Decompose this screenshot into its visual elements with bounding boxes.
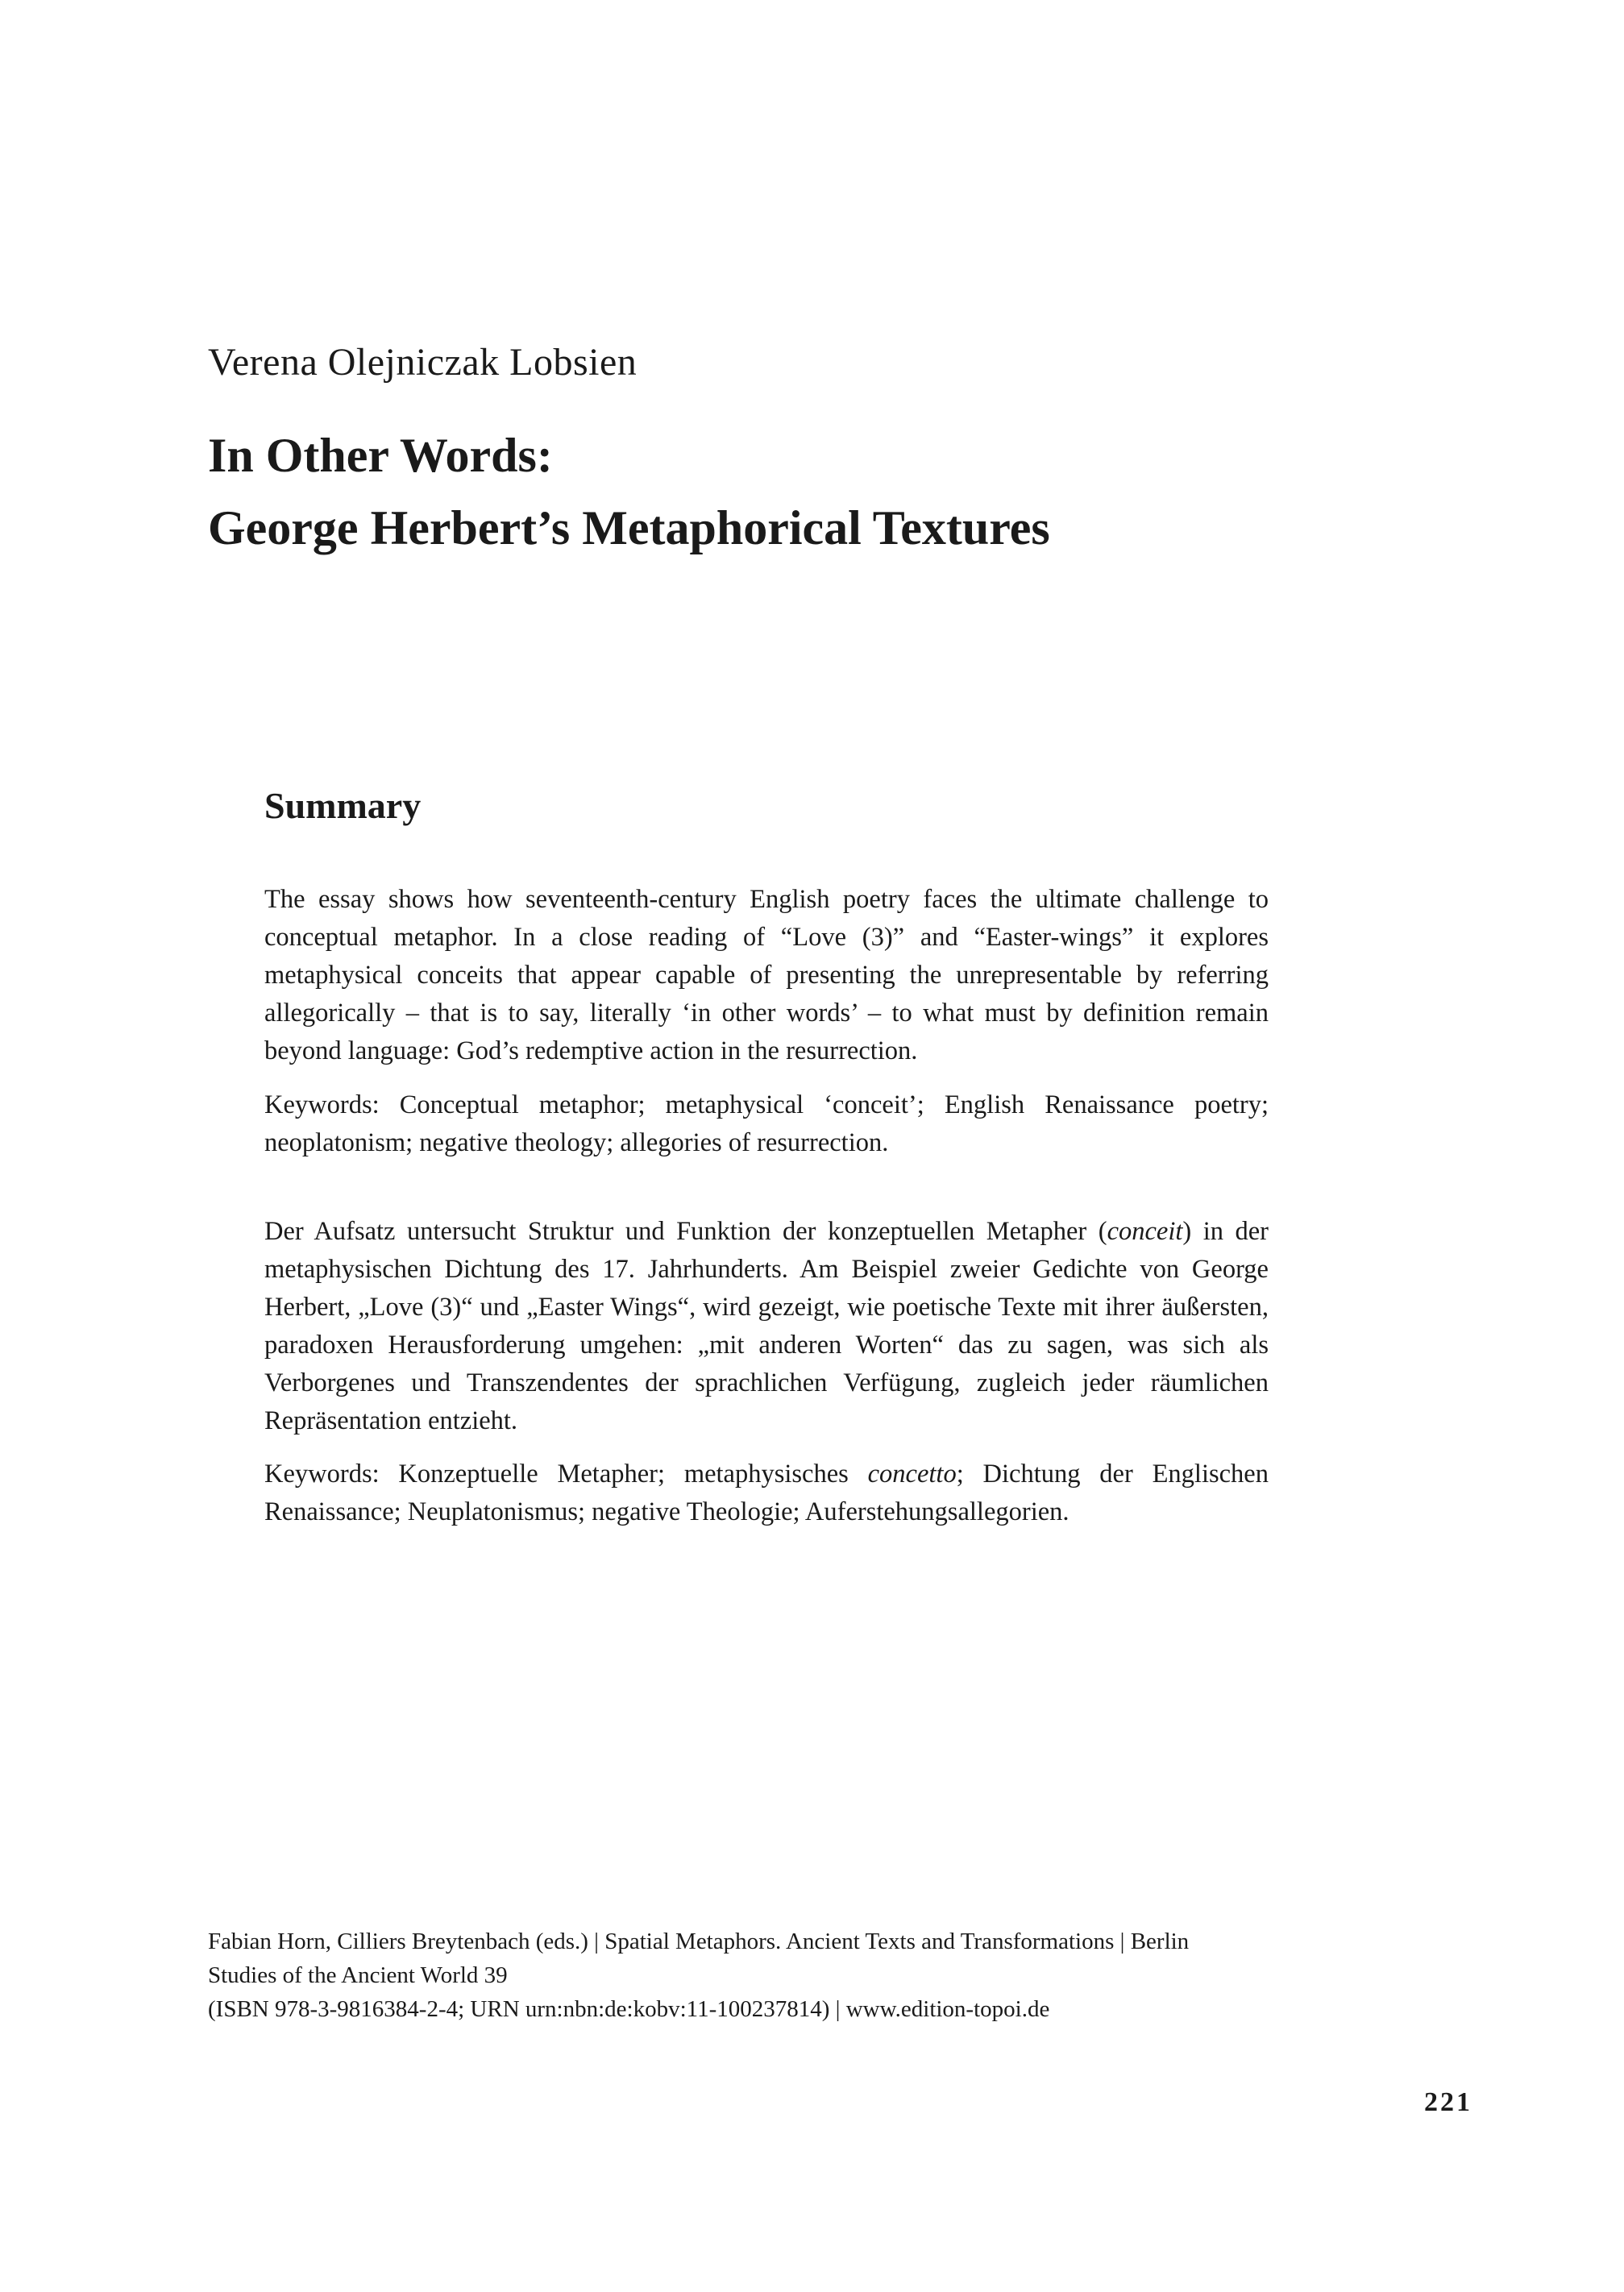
footer-line-3: (ISBN 978-3-9816384-2-4; URN urn:nbn:de:kobv:11-100237814) | www.edition-topoi.de (208, 1996, 1050, 2022)
title-line-1: In Other Words: (208, 429, 553, 482)
german-summary-part-1: Der Aufsatz untersucht Struktur und Funktion der konzeptuellen Metapher ( (264, 1217, 1107, 1246)
german-summary-italic-term: conceit (1107, 1217, 1183, 1246)
german-summary (264, 1213, 1269, 1440)
german-keywords-italic-term: concetto (867, 1459, 957, 1489)
page-number: 221 (1424, 2087, 1472, 2117)
footer-line-1: Fabian Horn, Cilliers Breytenbach (eds.) | Spatial Metaphors. Ancient Texts and Transformations | Berlin (208, 1929, 1190, 1954)
german-keywords-part-2: ; Dichtung der Englischen Renaissance; Neuplatonismus; negative Theologie; Auferstehungsallegorien. (264, 1459, 1269, 1526)
english-keywords: Keywords: Conceptual metaphor; metaphysical ‘conceit’; English Renaissance poetry; neoplatonism; negative theology; allegories of resurrection. (264, 1090, 1269, 1157)
author-name: Verena Olejniczak Lobsien (208, 341, 638, 384)
footer-line-2: Studies of the Ancient World 39 (208, 1962, 508, 1988)
english-summary: The essay shows how seventeenth-century English poetry faces the ultimate challenge to conceptual metaphor. In a close reading of “Love (3)” and “Easter-wings” it explores metaphysical conceits that appear capable of presenting the unrepresentable by referring allegorically – that is to say, literally ‘in other words’ – to what must by definition remain beyond language: God’s redemptive action in the resurrection. (264, 885, 1269, 1065)
summary-heading: Summary (264, 785, 422, 826)
article-title (208, 419, 1050, 564)
german-keywords-part-1: Keywords: Konzeptuelle Metapher; metaphysisches (264, 1459, 868, 1489)
title-line-2: George Herbert’s Metaphorical Textures (208, 501, 1050, 554)
german-summary-part-2: ) in der metaphysischen Dichtung des 17. Jahrhunderts. Am Beispiel zweier Gedichte von George Herbert, „Love (3)“ und „Easter Wings“, wird gezeigt, wie poetische Texte mit ihrer äußersten, paradoxen Herausforderung umgehen: „mit anderen Worten“ das zu sagen, was sich als Verborgenes und Transzendentes der sprachlichen Verfügung, zugleich jeder räumlichen Repräsentation entzieht. (264, 1217, 1269, 1435)
publication-footer (208, 1925, 1288, 2026)
german-keywords (264, 1455, 1269, 1531)
